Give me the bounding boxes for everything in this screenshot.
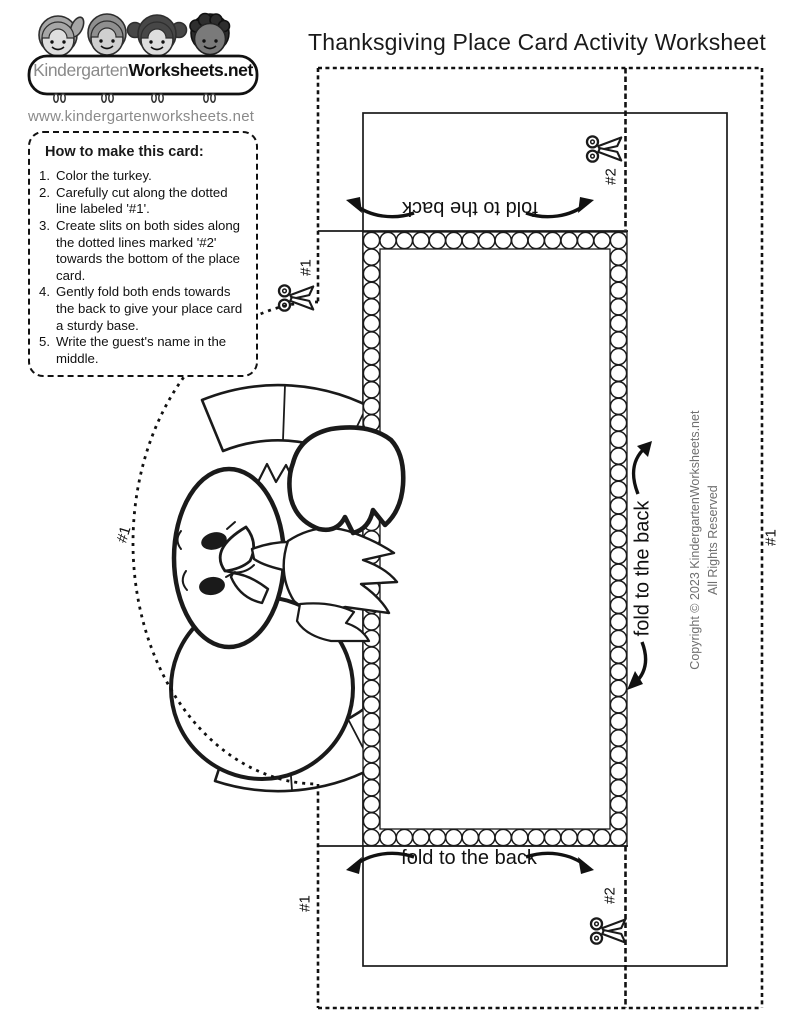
logo-wordmark xyxy=(29,60,257,81)
scallop-border xyxy=(363,232,627,846)
slit-line-2-label: #2 xyxy=(601,887,619,904)
copyright-notice xyxy=(686,390,722,690)
cut-line-1-label: #1 xyxy=(113,524,135,545)
instruction-step xyxy=(39,168,249,185)
step-number: 4. xyxy=(39,284,50,300)
logo-text-bold: Worksheets.net xyxy=(128,60,253,80)
step-number: 5. xyxy=(39,334,50,350)
step-number: 3. xyxy=(39,217,50,233)
step-text: Color the turkey. xyxy=(56,168,152,183)
instructions-box xyxy=(28,131,258,377)
logo-kids-illustration xyxy=(29,14,257,103)
slit-line-2-label: #2 xyxy=(602,168,620,185)
page-title: Thanksgiving Place Card Activity Worksheet xyxy=(308,29,766,55)
fold-label-right: fold to the back xyxy=(631,500,654,637)
cut-line-1-label: #1 xyxy=(297,259,315,276)
scissors-icon xyxy=(279,285,313,310)
instructions-heading: How to make this card: xyxy=(45,144,204,160)
step-number: 1. xyxy=(39,168,50,183)
fold-label-bottom: fold to the back xyxy=(401,847,537,869)
step-text: Gently fold both ends towards the back to give your place card a sturdy base. xyxy=(56,284,243,333)
instruction-step xyxy=(39,334,249,367)
step-text: Carefully cut along the dotted line labeled '#1'. xyxy=(56,184,228,217)
copyright-line1: Copyright © 2023 KindergartenWorksheets.net xyxy=(687,410,702,670)
step-number: 2. xyxy=(39,184,50,200)
step-text: Create slits on both sides along the dotted lines marked '#2' towards the bottom of the place card. xyxy=(56,217,241,283)
instructions-list xyxy=(39,168,249,368)
cut-line-1-label: #1 xyxy=(762,529,780,546)
step-text: Write the guest's name in the middle. xyxy=(56,334,227,366)
cut-line-1-label: #1 xyxy=(296,895,314,912)
copyright-line2: All Rights Reserved xyxy=(706,485,720,596)
logo-text-light: Kindergarten xyxy=(33,60,129,80)
instruction-step xyxy=(39,185,249,218)
instruction-step xyxy=(39,218,249,285)
instruction-step xyxy=(39,284,249,334)
website-url: www.kindergartenworksheets.net xyxy=(28,108,255,125)
fold-label-top: fold to the back xyxy=(402,197,538,219)
